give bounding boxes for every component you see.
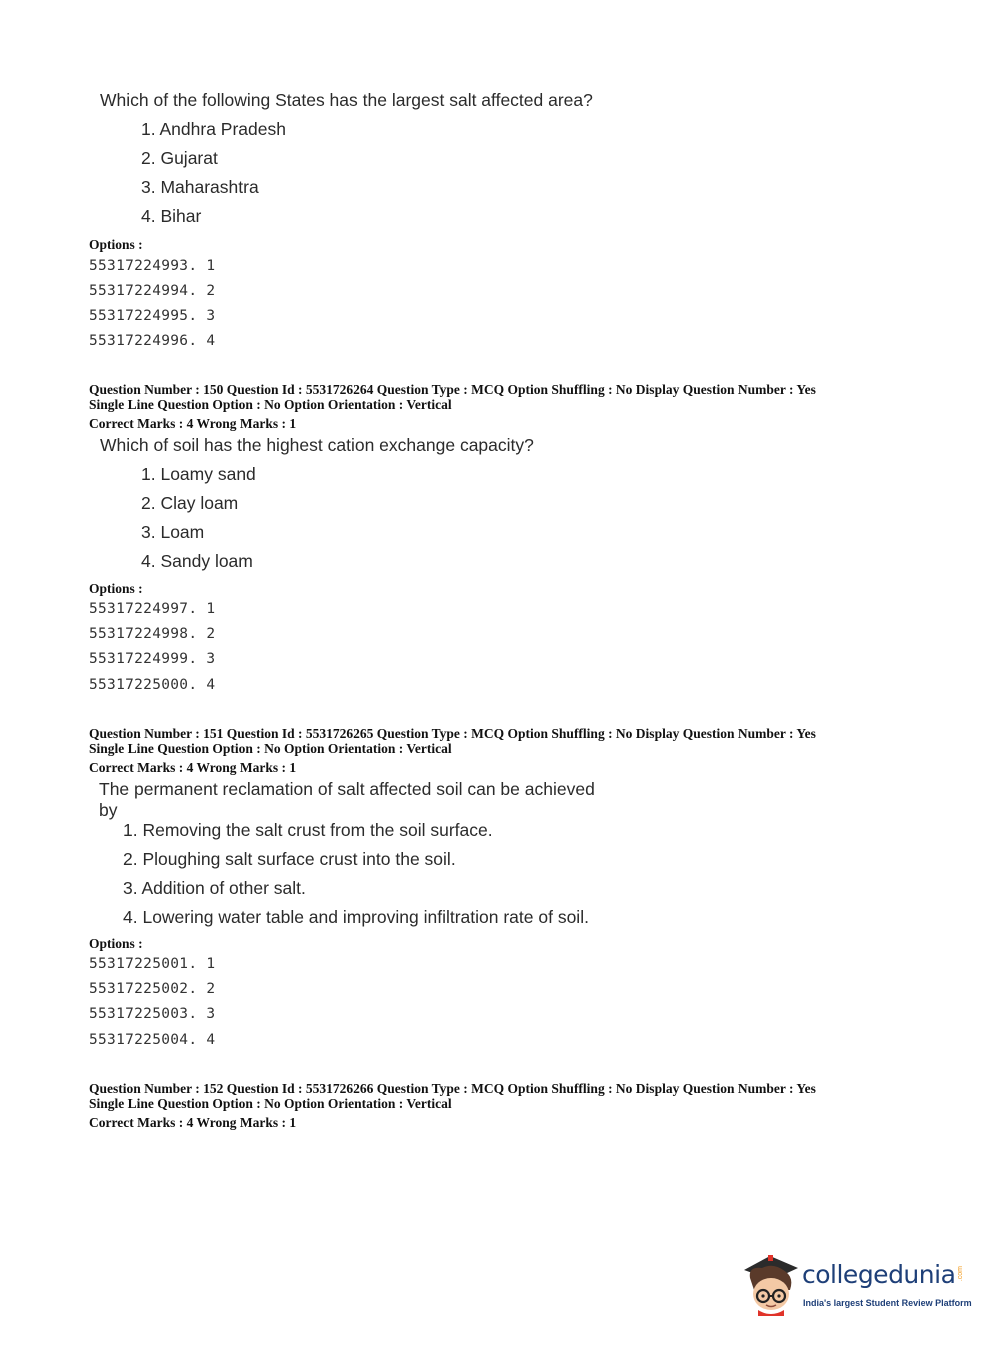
q149-choice-3: 3. Maharashtra	[141, 177, 259, 197]
q152-meta-line2: Single Line Question Option : No Option Orientation : Vertical	[89, 1096, 452, 1111]
q149-option-4: 55317224996. 4	[89, 333, 216, 349]
q151-option-1: 55317225001. 1	[89, 956, 216, 972]
q150-option-1: 55317224997. 1	[89, 601, 216, 617]
q149-option-2: 55317224994. 2	[89, 283, 216, 299]
q152-meta-line1: Question Number : 152 Question Id : 5531726266 Question Type : MCQ Option Shuffling : No Display Question Number : Yes	[89, 1081, 816, 1096]
logo-com-suffix: .com	[957, 1266, 964, 1282]
q151-meta-line2: Single Line Question Option : No Option Orientation : Vertical	[89, 741, 452, 756]
q149-choice-1: 1. Andhra Pradesh	[141, 119, 286, 139]
q149-options-label: Options :	[89, 237, 143, 252]
q151-option-4: 55317225004. 4	[89, 1032, 216, 1048]
q151-choice-1: 1. Removing the salt crust from the soil surface.	[123, 820, 493, 840]
question-151-text-line1: The permanent reclamation of salt affected soil can be achieved	[99, 779, 595, 799]
question-150-text: Which of soil has the highest cation exchange capacity?	[100, 435, 534, 455]
question-149-text: Which of the following States has the largest salt affected area?	[100, 90, 593, 110]
q150-choice-1: 1. Loamy sand	[141, 464, 256, 484]
q150-choice-2: 2. Clay loam	[141, 493, 239, 513]
question-151-text-line2: by	[99, 800, 118, 820]
q151-choice-3: 3. Addition of other salt.	[123, 878, 306, 898]
q150-meta-line1: Question Number : 150 Question Id : 5531726264 Question Type : MCQ Option Shuffling : No Display Question Number : Yes	[89, 382, 816, 397]
q151-options-label: Options :	[89, 936, 143, 951]
q151-choice-2: 2. Ploughing salt surface crust into the soil.	[123, 849, 456, 869]
q150-marks: Correct Marks : 4 Wrong Marks : 1	[89, 416, 297, 431]
q150-option-3: 55317224999. 3	[89, 651, 216, 667]
mascot-icon	[740, 1248, 802, 1318]
q150-option-4: 55317225000. 4	[89, 677, 216, 693]
q150-options-label: Options :	[89, 581, 143, 596]
q151-marks: Correct Marks : 4 Wrong Marks : 1	[89, 760, 297, 775]
q151-choice-4: 4. Lowering water table and improving infiltration rate of soil.	[123, 907, 589, 927]
q151-option-3: 55317225003. 3	[89, 1006, 216, 1022]
collegedunia-logo	[740, 1248, 970, 1320]
q150-choice-4: 4. Sandy loam	[141, 551, 253, 571]
q150-option-2: 55317224998. 2	[89, 626, 216, 642]
logo-tagline: India's largest Student Review Platform	[803, 1298, 972, 1308]
q149-option-3: 55317224995. 3	[89, 308, 216, 324]
q149-option-1: 55317224993. 1	[89, 258, 216, 274]
q149-choice-2: 2. Gujarat	[141, 148, 218, 168]
logo-wordmark: collegedunia	[802, 1260, 956, 1289]
q150-meta-line2: Single Line Question Option : No Option Orientation : Vertical	[89, 397, 452, 412]
q151-meta-line1: Question Number : 151 Question Id : 5531726265 Question Type : MCQ Option Shuffling : No Display Question Number : Yes	[89, 726, 816, 741]
q150-choice-3: 3. Loam	[141, 522, 205, 542]
q149-choice-4: 4. Bihar	[141, 206, 202, 226]
q151-option-2: 55317225002. 2	[89, 981, 216, 997]
q152-marks: Correct Marks : 4 Wrong Marks : 1	[89, 1115, 297, 1130]
